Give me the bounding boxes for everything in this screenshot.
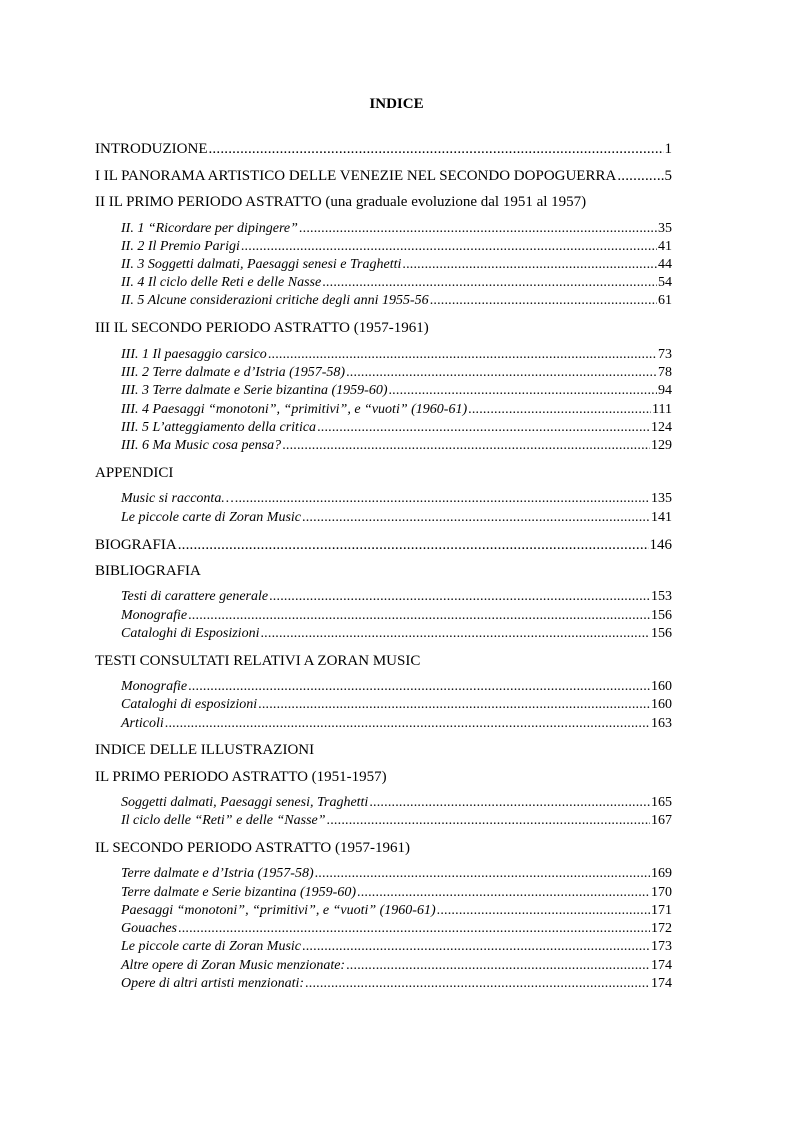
toc-entry-title: Il ciclo delle “Reti” e delle “Nasse” bbox=[121, 813, 326, 828]
toc-page-number: 163 bbox=[651, 716, 672, 731]
dot-leader bbox=[388, 382, 657, 400]
toc-page-number: 167 bbox=[651, 813, 672, 828]
toc-subentry bbox=[121, 678, 672, 696]
toc-page-number: 174 bbox=[651, 958, 672, 973]
dot-leader bbox=[188, 607, 650, 625]
toc-subentry bbox=[121, 401, 672, 419]
toc-page-number: 170 bbox=[651, 885, 672, 900]
toc-subentry bbox=[121, 957, 672, 975]
toc-entry-title: III. 2 Terre dalmate e d’Istria (1957-58) bbox=[121, 365, 346, 380]
toc-subentry bbox=[121, 696, 672, 714]
toc-entry-title: Soggetti dalmati, Paesaggi senesi, Traghetti bbox=[121, 795, 369, 810]
toc-page-number: 35 bbox=[658, 221, 672, 236]
dot-leader bbox=[269, 588, 650, 606]
toc-page-number: 174 bbox=[651, 976, 672, 991]
toc-entry-title: Le piccole carte di Zoran Music bbox=[121, 510, 302, 525]
toc-subentry bbox=[121, 509, 672, 527]
toc-page-number: 153 bbox=[651, 589, 672, 604]
toc-entry bbox=[95, 167, 672, 185]
toc-entry-title: Le piccole carte di Zoran Music bbox=[121, 939, 302, 954]
toc-entry-title: II. 2 Il Premio Parigi bbox=[121, 239, 240, 254]
toc-subentry bbox=[121, 419, 672, 437]
toc-entry-title: TESTI CONSULTATI RELATIVI A ZORAN MUSIC bbox=[95, 653, 421, 669]
toc-subentry bbox=[121, 256, 672, 274]
dot-leader bbox=[357, 884, 650, 902]
toc-subentry bbox=[121, 902, 672, 920]
toc-page-number: 156 bbox=[651, 626, 672, 641]
toc-page-number: 169 bbox=[651, 866, 672, 881]
toc-subentry bbox=[121, 938, 672, 956]
toc-page-number: 54 bbox=[658, 275, 672, 290]
dot-leader bbox=[260, 625, 650, 643]
toc-entry-title: II IL PRIMO PERIODO ASTRATTO (una graduale evoluzione dal 1951 al 1957) bbox=[95, 194, 587, 210]
dot-leader bbox=[165, 715, 650, 733]
toc-subentry bbox=[121, 812, 672, 830]
toc-entry-title: BIOGRAFIA bbox=[95, 537, 177, 553]
toc-entry-title: Music si racconta… bbox=[121, 491, 234, 506]
dot-leader bbox=[315, 865, 650, 883]
toc-entry bbox=[95, 536, 672, 554]
toc-subentry bbox=[121, 975, 672, 993]
toc-entry-title: APPENDICI bbox=[95, 465, 174, 481]
dot-leader bbox=[322, 274, 657, 292]
toc-subentry bbox=[121, 364, 672, 382]
dot-leader bbox=[305, 975, 650, 993]
toc-entry-title: III. 4 Paesaggi “monotoni”, “primitivi”, e “vuoti” (1960-61) bbox=[121, 402, 468, 417]
toc-page-number: 172 bbox=[651, 921, 672, 936]
toc-page-number: 129 bbox=[651, 438, 672, 453]
toc-entry-title: IL PRIMO PERIODO ASTRATTO (1951-1957) bbox=[95, 769, 387, 785]
toc-subentry bbox=[121, 292, 672, 310]
toc-page-number: 156 bbox=[651, 608, 672, 623]
toc-subentry bbox=[121, 884, 672, 902]
toc-entry-title: II. 1 “Ricordare per dipingere” bbox=[121, 221, 298, 236]
toc-entry-title: INDICE DELLE ILLUSTRAZIONI bbox=[95, 742, 315, 758]
toc-entry-title: INTRODUZIONE bbox=[95, 141, 208, 157]
toc-subentry bbox=[121, 607, 672, 625]
toc-page-number: 173 bbox=[651, 939, 672, 954]
toc-page-number: 124 bbox=[651, 420, 672, 435]
dot-leader bbox=[299, 220, 657, 238]
dot-leader bbox=[258, 696, 650, 714]
dot-leader bbox=[617, 167, 663, 185]
dot-leader bbox=[430, 292, 657, 310]
toc-page-number: 41 bbox=[658, 239, 672, 254]
toc-section-heading bbox=[95, 652, 420, 670]
page-title: INDICE bbox=[369, 96, 424, 112]
toc-entry-title: Monografie bbox=[121, 679, 188, 694]
toc-entry-title: III. 6 Ma Music cosa pensa? bbox=[121, 438, 282, 453]
toc-entry-title: Articoli bbox=[121, 716, 164, 731]
toc-section-heading bbox=[95, 464, 173, 482]
toc-subentry bbox=[121, 346, 672, 364]
toc-entry-title: Opere di altri artisti menzionati: bbox=[121, 976, 305, 991]
toc-page-number: 5 bbox=[664, 168, 672, 184]
dot-leader bbox=[241, 238, 657, 256]
toc-entry-title: Paesaggi “monotoni”, “primitivi”, e “vuoti” (1960-61) bbox=[121, 903, 436, 918]
toc-page-number: 146 bbox=[649, 537, 672, 553]
toc-entry-title: III. 1 Il paesaggio carsico bbox=[121, 347, 267, 362]
toc-entry-title: II. 3 Soggetti dalmati, Paesaggi senesi e Traghetti bbox=[121, 257, 402, 272]
toc-section-heading bbox=[95, 562, 201, 580]
toc-entry-title: IL SECONDO PERIODO ASTRATTO (1957-1961) bbox=[95, 840, 410, 856]
toc-entry-title: Terre dalmate e Serie bizantina (1959-60) bbox=[121, 885, 356, 900]
dot-leader bbox=[235, 490, 650, 508]
toc-page-number: 44 bbox=[658, 257, 672, 272]
toc-page-number: 73 bbox=[658, 347, 672, 362]
toc-subentry bbox=[121, 794, 672, 812]
toc-page-number: 94 bbox=[658, 383, 672, 398]
toc-subentry bbox=[121, 920, 672, 938]
dot-leader bbox=[188, 678, 650, 696]
toc-subentry bbox=[121, 625, 672, 643]
toc-page-number: 78 bbox=[658, 365, 672, 380]
toc-entry-title: BIBLIOGRAFIA bbox=[95, 563, 201, 579]
toc-section-heading bbox=[95, 319, 429, 337]
toc-entry-title: Terre dalmate e d’Istria (1957-58) bbox=[121, 866, 314, 881]
toc-page-number: 171 bbox=[651, 903, 672, 918]
dot-leader bbox=[282, 437, 650, 455]
toc-entry-title: Gouaches bbox=[121, 921, 177, 936]
dot-leader bbox=[178, 536, 649, 554]
dot-leader bbox=[302, 938, 650, 956]
toc-subentry bbox=[121, 490, 672, 508]
dot-leader bbox=[468, 401, 651, 419]
dot-leader bbox=[302, 509, 650, 527]
toc-entry-title: III IL SECONDO PERIODO ASTRATTO (1957-1961) bbox=[95, 320, 429, 336]
toc-subentry bbox=[121, 865, 672, 883]
dot-leader bbox=[317, 419, 650, 437]
dot-leader bbox=[437, 902, 650, 920]
toc-subentry bbox=[121, 238, 672, 256]
toc-subentry bbox=[121, 715, 672, 733]
toc-entry bbox=[95, 140, 672, 158]
toc-entry-title: Altre opere di Zoran Music menzionate: bbox=[121, 958, 346, 973]
toc-page-number: 160 bbox=[651, 697, 672, 712]
toc-page-number: 141 bbox=[651, 510, 672, 525]
dot-leader bbox=[178, 920, 650, 938]
toc-section-heading bbox=[95, 839, 410, 857]
toc-subentry bbox=[121, 274, 672, 292]
toc-entry-title: II. 5 Alcune considerazioni critiche degli anni 1955-56 bbox=[121, 293, 429, 308]
toc-subentry bbox=[121, 588, 672, 606]
toc-entry-title: Monografie bbox=[121, 608, 188, 623]
dot-leader bbox=[346, 957, 650, 975]
dot-leader bbox=[208, 140, 663, 158]
toc-section-heading bbox=[95, 193, 586, 211]
dot-leader bbox=[369, 794, 650, 812]
toc-section-heading bbox=[95, 768, 387, 786]
toc-entry-title: III. 5 L’atteggiamento della critica bbox=[121, 420, 317, 435]
toc-entry-title: I IL PANORAMA ARTISTICO DELLE VENEZIE NEL SECONDO DOPOGUERRA bbox=[95, 168, 617, 184]
toc-page-number: 111 bbox=[652, 402, 672, 417]
dot-leader bbox=[402, 256, 657, 274]
toc-page-number: 61 bbox=[658, 293, 672, 308]
toc-section-heading bbox=[95, 741, 314, 759]
toc-entry-title: III. 3 Terre dalmate e Serie bizantina (1959-60) bbox=[121, 383, 388, 398]
dot-leader bbox=[346, 364, 657, 382]
dot-leader bbox=[327, 812, 650, 830]
toc-entry-title: Testi di carattere generale bbox=[121, 589, 269, 604]
toc-page-number: 135 bbox=[651, 491, 672, 506]
toc-entry-title: II. 4 Il ciclo delle Reti e delle Nasse bbox=[121, 275, 322, 290]
toc-subentry bbox=[121, 437, 672, 455]
toc-page-number: 160 bbox=[651, 679, 672, 694]
toc-subentry bbox=[121, 382, 672, 400]
toc-page-number: 1 bbox=[664, 141, 672, 157]
toc-page-number: 165 bbox=[651, 795, 672, 810]
dot-leader bbox=[268, 346, 657, 364]
toc-subentry bbox=[121, 220, 672, 238]
toc-entry-title: Cataloghi di esposizioni bbox=[121, 697, 258, 712]
toc-entry-title: Cataloghi di Esposizioni bbox=[121, 626, 260, 641]
